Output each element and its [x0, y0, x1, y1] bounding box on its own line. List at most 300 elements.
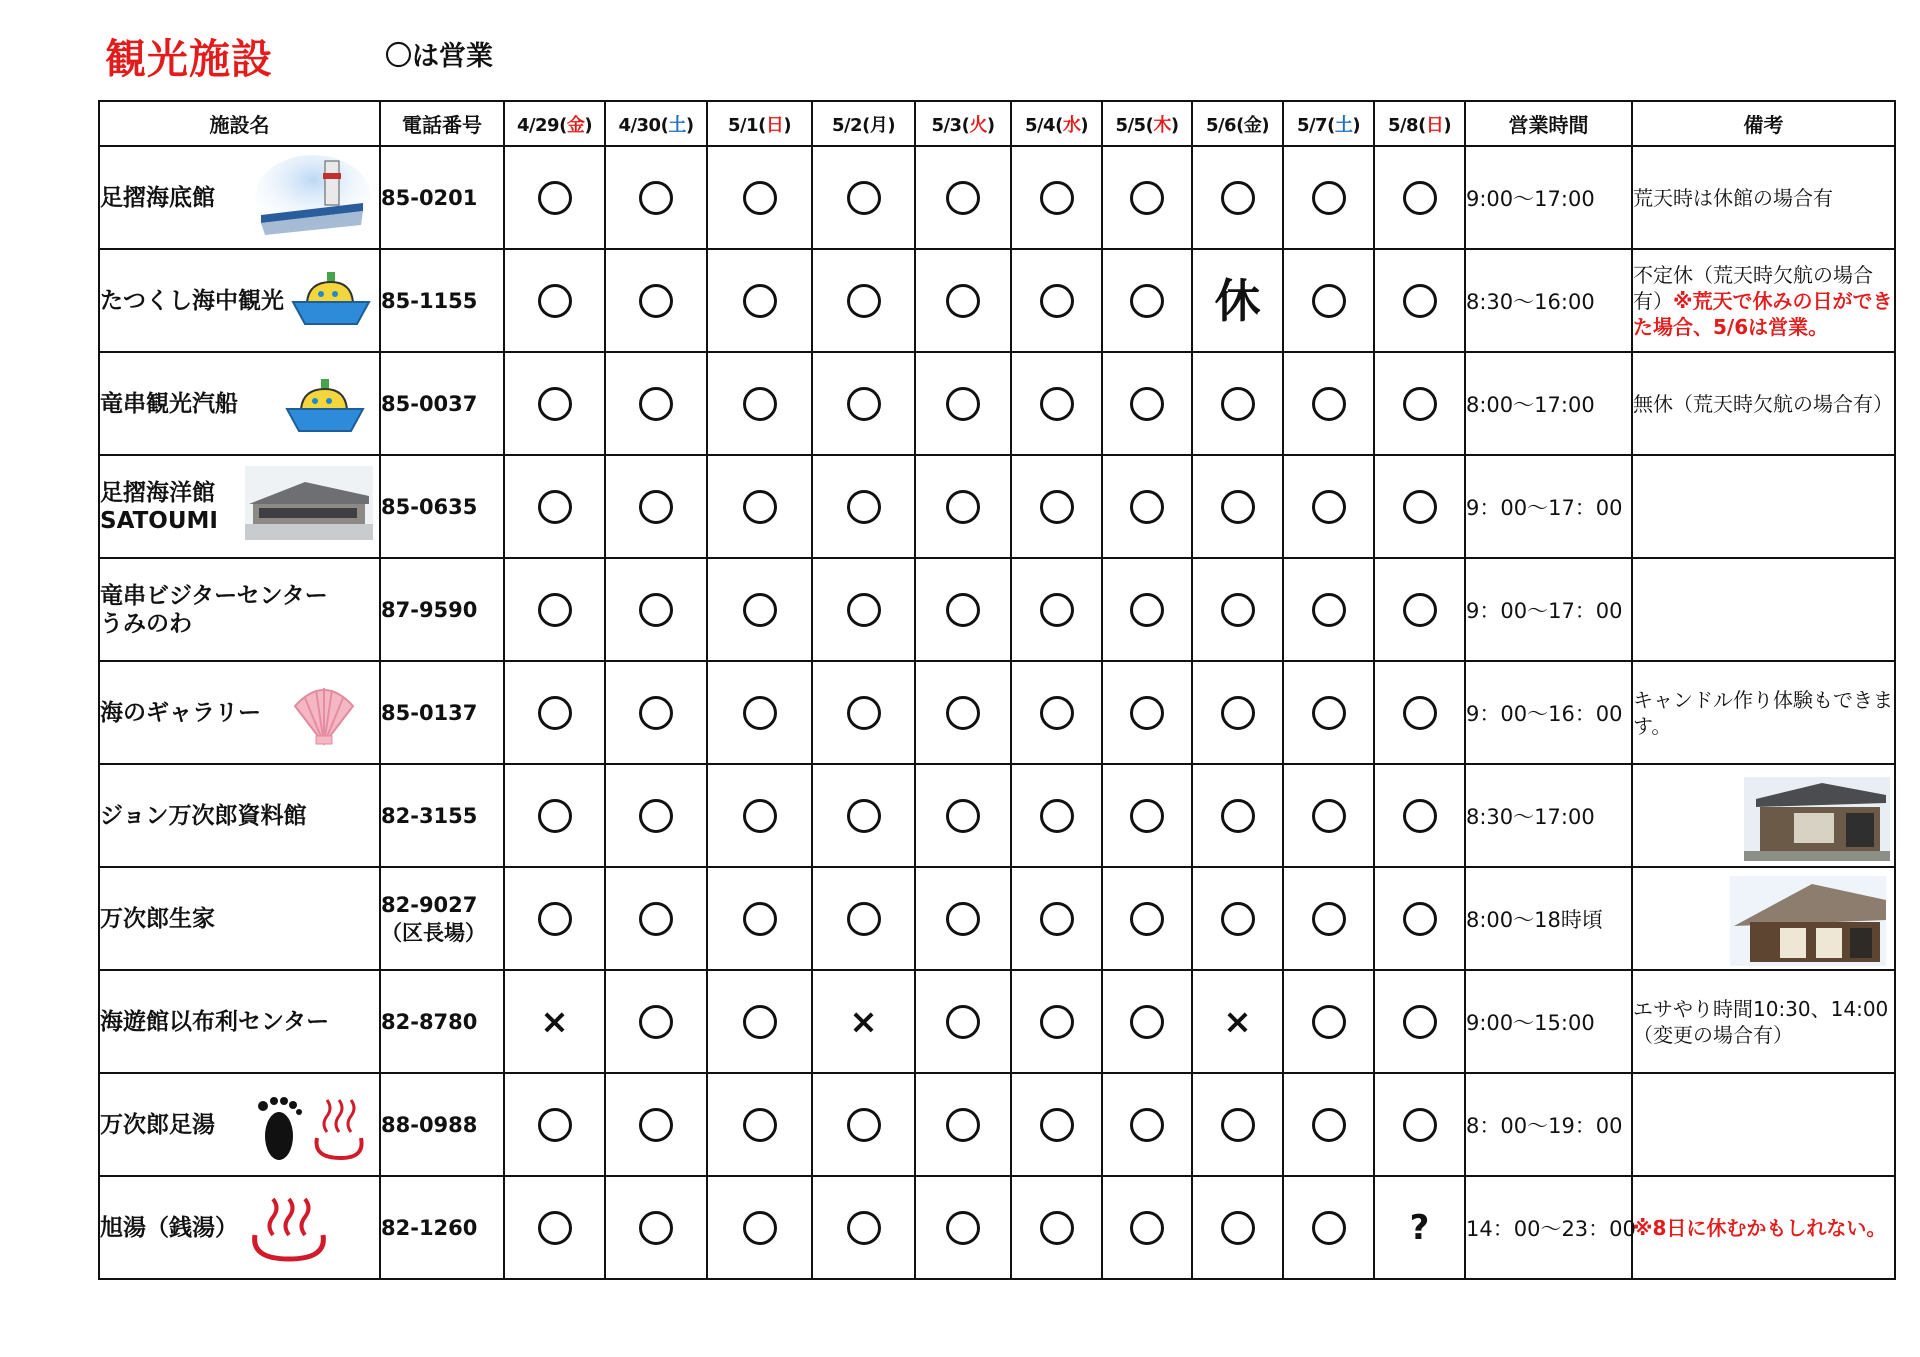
- open-mark: [1403, 284, 1437, 318]
- day-status-cell: [1283, 558, 1374, 661]
- table-row: [99, 867, 1895, 970]
- open-mark: [946, 1108, 980, 1142]
- header-date: 5/3(火): [915, 101, 1011, 146]
- day-status-cell: [707, 352, 812, 455]
- day-status-cell: [812, 352, 915, 455]
- open-mark: [847, 284, 881, 318]
- day-status-cell: [1192, 558, 1283, 661]
- status-mark: ×: [1223, 1001, 1252, 1042]
- header-date: 5/2(月): [812, 101, 915, 146]
- facility-cell: [99, 352, 380, 455]
- business-hours: 9：00～16：00: [1465, 661, 1632, 764]
- day-status-cell: [1374, 1073, 1465, 1176]
- day-status-cell: [605, 352, 707, 455]
- facility-name: 海のギャラリー: [100, 699, 261, 726]
- day-status-cell: [1192, 352, 1283, 455]
- day-status-cell: [1102, 1176, 1192, 1279]
- day-status-cell: [605, 146, 707, 249]
- business-hours: 9：00～17：00: [1465, 455, 1632, 558]
- open-mark: [1040, 1108, 1074, 1142]
- open-mark: [1040, 593, 1074, 627]
- day-status-cell: [1192, 661, 1283, 764]
- header-date: 5/6(金): [1192, 101, 1283, 146]
- open-mark: [1130, 1211, 1164, 1245]
- table-row: [99, 352, 1895, 455]
- header-date: 5/7(土): [1283, 101, 1374, 146]
- phone-number: 88-0988: [380, 1073, 504, 1176]
- day-status-cell: [605, 764, 707, 867]
- day-status-cell: [812, 455, 915, 558]
- open-mark: [946, 181, 980, 215]
- day-status-cell: [1011, 764, 1102, 867]
- table-row: [99, 455, 1895, 558]
- phone-number: 87-9590: [380, 558, 504, 661]
- table-row: [99, 558, 1895, 661]
- open-mark: [1040, 1005, 1074, 1039]
- day-status-cell: [1192, 1176, 1283, 1279]
- open-mark: [946, 490, 980, 524]
- open-mark: [1312, 593, 1346, 627]
- facility-name: 万次郎足湯: [100, 1111, 215, 1138]
- open-mark: [639, 1005, 673, 1039]
- business-hours: 9:00～15:00: [1465, 970, 1632, 1073]
- day-status-cell: [1283, 1073, 1374, 1176]
- open-mark: [1403, 490, 1437, 524]
- day-status-cell: [1374, 661, 1465, 764]
- open-mark: [1040, 1211, 1074, 1245]
- day-status-cell: [1283, 661, 1374, 764]
- open-mark: [946, 1211, 980, 1245]
- header-note: 備考: [1632, 101, 1895, 146]
- day-status-cell: [504, 455, 605, 558]
- open-mark: [1221, 593, 1255, 627]
- phone-number: 85-0137: [380, 661, 504, 764]
- header-name: 施設名: [99, 101, 380, 146]
- open-mark: [743, 1211, 777, 1245]
- open-mark: [743, 696, 777, 730]
- day-status-cell: [1102, 455, 1192, 558]
- business-hours: 9:00～17:00: [1465, 146, 1632, 249]
- header-row: [99, 101, 1895, 146]
- day-status-cell: [1192, 455, 1283, 558]
- facility-cell: [99, 558, 380, 661]
- facility-name: たつくし海中観光: [100, 287, 284, 314]
- note-warning: ※荒天で休みの日ができた場合、5/6は営業。: [1633, 288, 1893, 339]
- open-mark: [1130, 284, 1164, 318]
- table-row: [99, 146, 1895, 249]
- open-mark: [743, 490, 777, 524]
- table-row: [99, 661, 1895, 764]
- day-status-cell: [1011, 558, 1102, 661]
- header-date: 5/8(日): [1374, 101, 1465, 146]
- day-status-cell: [1374, 970, 1465, 1073]
- facility-cell: [99, 1176, 380, 1279]
- day-status-cell: [915, 455, 1011, 558]
- open-mark: [847, 1211, 881, 1245]
- note-cell: [1632, 867, 1895, 970]
- boat-icon: [285, 377, 365, 435]
- business-hours: 8:30～17:00: [1465, 764, 1632, 867]
- day-status-cell: [915, 249, 1011, 352]
- open-mark: [1221, 387, 1255, 421]
- facility-cell: [99, 970, 380, 1073]
- open-mark: [1312, 696, 1346, 730]
- facility-cell: [99, 1073, 380, 1176]
- day-status-cell: [1011, 352, 1102, 455]
- note-text: 荒天時は休館の場合有: [1633, 185, 1833, 210]
- phone-number: 85-0201: [380, 146, 504, 249]
- facility-name: 旭湯（銭湯）: [100, 1214, 238, 1241]
- note-text: キャンドル作り体験もできます。: [1633, 687, 1893, 738]
- day-status-cell: [605, 1073, 707, 1176]
- note-cell: [1632, 146, 1895, 249]
- facility-name: ジョン万次郎資料館: [100, 802, 307, 829]
- phone-number: 85-0037: [380, 352, 504, 455]
- day-status-cell: [1192, 970, 1283, 1073]
- day-status-cell: [1374, 455, 1465, 558]
- open-mark: [538, 1211, 572, 1245]
- open-mark: [639, 284, 673, 318]
- open-mark: [946, 387, 980, 421]
- day-status-cell: [915, 867, 1011, 970]
- note-text: エサやり時間10:30、14:00: [1633, 996, 1889, 1021]
- open-mark: [1130, 696, 1164, 730]
- day-status-cell: [707, 661, 812, 764]
- note-text: 不定休（荒天時欠航の場合有）: [1633, 262, 1873, 313]
- day-status-cell: [1102, 867, 1192, 970]
- day-status-cell: [1374, 764, 1465, 867]
- note-cell: [1632, 352, 1895, 455]
- open-mark: [847, 387, 881, 421]
- day-status-cell: [504, 1073, 605, 1176]
- business-hours: 8:00～17:00: [1465, 352, 1632, 455]
- open-mark: [639, 387, 673, 421]
- note-cell: [1632, 764, 1895, 867]
- day-status-cell: [504, 352, 605, 455]
- header-date: 4/29(金): [504, 101, 605, 146]
- facility-name: 万次郎生家: [100, 905, 215, 932]
- open-mark: [1130, 799, 1164, 833]
- day-status-cell: [605, 1176, 707, 1279]
- day-status-cell: [1011, 1073, 1102, 1176]
- facility-cell: [99, 867, 380, 970]
- day-status-cell: [1011, 146, 1102, 249]
- open-mark: [1040, 284, 1074, 318]
- open-mark: [1403, 799, 1437, 833]
- note-cell: [1632, 249, 1895, 352]
- day-status-cell: [1102, 1073, 1192, 1176]
- day-status-cell: [812, 558, 915, 661]
- day-status-cell: [812, 661, 915, 764]
- open-mark: [538, 1108, 572, 1142]
- day-status-cell: [707, 867, 812, 970]
- day-status-cell: [605, 249, 707, 352]
- open-mark: [1403, 387, 1437, 421]
- open-mark: [847, 799, 881, 833]
- open-mark: [538, 799, 572, 833]
- open-mark: [743, 593, 777, 627]
- table-row: [99, 1176, 1895, 1279]
- facility-name: 足摺海洋館 SATOUMI: [100, 479, 218, 534]
- facility-name: 竜串観光汽船: [100, 390, 238, 417]
- day-status-cell: [605, 558, 707, 661]
- day-status-cell: [707, 455, 812, 558]
- day-status-cell: [504, 661, 605, 764]
- facility-name: 海遊館以布利センター: [100, 1008, 330, 1035]
- note-cell: [1632, 455, 1895, 558]
- business-hours: 14：00～23：00: [1465, 1176, 1632, 1279]
- day-status-cell: [1102, 970, 1192, 1073]
- day-status-cell: [915, 970, 1011, 1073]
- phone-number: 82-8780: [380, 970, 504, 1073]
- facility-cell: [99, 455, 380, 558]
- open-mark: [1221, 799, 1255, 833]
- phone-number: 85-0635: [380, 455, 504, 558]
- birthplace-house-photo: [1720, 874, 1888, 968]
- scallop-shell-icon: [291, 684, 357, 746]
- open-mark: [946, 696, 980, 730]
- schedule-table: [98, 100, 1896, 1280]
- day-status-cell: [1011, 1176, 1102, 1279]
- header-phone: 電話番号: [380, 101, 504, 146]
- phone-number: 82-1260: [380, 1176, 504, 1279]
- day-status-cell: [812, 764, 915, 867]
- day-status-cell: [1011, 867, 1102, 970]
- day-status-cell: [812, 146, 915, 249]
- open-mark: [743, 902, 777, 936]
- open-mark: [1130, 181, 1164, 215]
- day-status-cell: [504, 970, 605, 1073]
- day-status-cell: [1283, 867, 1374, 970]
- open-mark: [1221, 490, 1255, 524]
- open-mark: [847, 902, 881, 936]
- status-mark: ?: [1409, 1207, 1430, 1248]
- open-mark: [1221, 696, 1255, 730]
- table-row: [99, 1073, 1895, 1176]
- day-status-cell: [707, 146, 812, 249]
- day-status-cell: [605, 867, 707, 970]
- day-status-cell: [707, 970, 812, 1073]
- aquarium-building-photo: [245, 466, 373, 540]
- day-status-cell: [504, 867, 605, 970]
- day-status-cell: [1011, 249, 1102, 352]
- open-mark: [538, 696, 572, 730]
- business-hours: 8：00～19：00: [1465, 1073, 1632, 1176]
- open-mark: [1040, 490, 1074, 524]
- open-mark: [1130, 1108, 1164, 1142]
- open-mark: [1403, 593, 1437, 627]
- facility-cell: [99, 764, 380, 867]
- day-status-cell: [1192, 146, 1283, 249]
- status-mark: ×: [849, 1001, 878, 1042]
- day-status-cell: [1374, 249, 1465, 352]
- open-mark: [743, 1005, 777, 1039]
- day-status-cell: [812, 1073, 915, 1176]
- open-mark: [1130, 490, 1164, 524]
- day-status-cell: [1374, 867, 1465, 970]
- open-mark: [946, 799, 980, 833]
- header-date: 5/1(日): [707, 101, 812, 146]
- day-status-cell: [1283, 249, 1374, 352]
- open-mark: [538, 902, 572, 936]
- phone-number: 82-9027 （区長場）: [380, 867, 504, 970]
- open-mark: [1312, 284, 1346, 318]
- day-status-cell: [1374, 558, 1465, 661]
- day-status-cell: [915, 764, 1011, 867]
- header-date: 5/5(木): [1102, 101, 1192, 146]
- open-mark: [538, 387, 572, 421]
- hot-spring-icon: [249, 1191, 329, 1263]
- day-status-cell: [812, 1176, 915, 1279]
- note-cell: [1632, 558, 1895, 661]
- day-status-cell: [915, 146, 1011, 249]
- open-mark: [743, 284, 777, 318]
- day-status-cell: [915, 558, 1011, 661]
- facility-name: 竜串ビジターセンター うみのわ: [100, 582, 328, 637]
- open-mark: [639, 696, 673, 730]
- note-text: 無休（荒天時欠航の場合有）: [1633, 391, 1893, 416]
- day-status-cell: [1011, 661, 1102, 764]
- open-mark: [1312, 902, 1346, 936]
- open-mark: [847, 593, 881, 627]
- open-mark: [1403, 1108, 1437, 1142]
- open-mark: [847, 696, 881, 730]
- day-status-cell: [1011, 455, 1102, 558]
- open-mark: [639, 1211, 673, 1245]
- phone-number: 82-3155: [380, 764, 504, 867]
- day-status-cell: [707, 764, 812, 867]
- open-mark: [743, 181, 777, 215]
- open-mark: [1403, 1005, 1437, 1039]
- note-warning: ※8日に休むかもしれない。: [1633, 1215, 1887, 1240]
- day-status-cell: [1102, 558, 1192, 661]
- note-text: （変更の場合有）: [1633, 1022, 1793, 1047]
- open-mark: [1312, 1005, 1346, 1039]
- day-status-cell: [504, 558, 605, 661]
- note-cell: [1632, 970, 1895, 1073]
- open-mark: [743, 387, 777, 421]
- facility-cell: [99, 661, 380, 764]
- business-hours: 8:30～16:00: [1465, 249, 1632, 352]
- open-mark: [1312, 1211, 1346, 1245]
- day-status-cell: [1283, 970, 1374, 1073]
- open-mark: [1312, 1108, 1346, 1142]
- day-status-cell: [915, 352, 1011, 455]
- day-status-cell: [1011, 970, 1102, 1073]
- status-mark: ×: [540, 1001, 569, 1042]
- day-status-cell: [707, 249, 812, 352]
- phone-number: 85-1155: [380, 249, 504, 352]
- note-cell: [1632, 1176, 1895, 1279]
- day-status-cell: [1283, 1176, 1374, 1279]
- footbath-icon: [249, 1094, 367, 1164]
- open-mark: [847, 490, 881, 524]
- open-mark: [639, 902, 673, 936]
- open-mark: [1221, 181, 1255, 215]
- day-status-cell: [812, 867, 915, 970]
- open-mark: [1312, 387, 1346, 421]
- day-status-cell: [707, 1073, 812, 1176]
- open-mark: [1130, 593, 1164, 627]
- open-mark: [1040, 902, 1074, 936]
- open-mark: [538, 181, 572, 215]
- open-mark: [946, 593, 980, 627]
- day-status-cell: [707, 1176, 812, 1279]
- business-hours: 8:00～18時頃: [1465, 867, 1632, 970]
- open-mark: [1130, 1005, 1164, 1039]
- open-mark: [946, 902, 980, 936]
- open-mark: [946, 284, 980, 318]
- day-status-cell: [1102, 661, 1192, 764]
- open-mark: [639, 490, 673, 524]
- open-mark: [1130, 902, 1164, 936]
- day-status-cell: [605, 455, 707, 558]
- open-mark: [639, 181, 673, 215]
- day-status-cell: [915, 661, 1011, 764]
- day-status-cell: [1192, 764, 1283, 867]
- closed-mark: 休: [1214, 273, 1261, 328]
- day-status-cell: [1102, 352, 1192, 455]
- open-mark: [1403, 696, 1437, 730]
- day-status-cell: [504, 1176, 605, 1279]
- day-status-cell: [1283, 764, 1374, 867]
- legend: 〇は営業: [385, 41, 493, 72]
- open-mark: [1221, 1108, 1255, 1142]
- open-mark: [1312, 799, 1346, 833]
- open-mark: [946, 1005, 980, 1039]
- open-mark: [1040, 181, 1074, 215]
- facility-name: 足摺海底館: [100, 184, 215, 211]
- day-status-cell: [707, 558, 812, 661]
- header-date: 5/4(水): [1011, 101, 1102, 146]
- day-status-cell: [605, 661, 707, 764]
- day-status-cell: [504, 764, 605, 867]
- open-mark: [1403, 181, 1437, 215]
- open-mark: [847, 181, 881, 215]
- open-mark: [538, 284, 572, 318]
- open-mark: [639, 593, 673, 627]
- note-cell: [1632, 1073, 1895, 1176]
- undersea-observatory-photo: [253, 153, 371, 241]
- day-status-cell: [605, 970, 707, 1073]
- day-status-cell: [1374, 352, 1465, 455]
- day-status-cell: [504, 146, 605, 249]
- open-mark: [1130, 387, 1164, 421]
- day-status-cell: [504, 249, 605, 352]
- facility-cell: [99, 249, 380, 352]
- table-row: [99, 970, 1895, 1073]
- open-mark: [1040, 799, 1074, 833]
- day-status-cell: [1283, 352, 1374, 455]
- open-mark: [1221, 902, 1255, 936]
- header-date: 4/30(土): [605, 101, 707, 146]
- open-mark: [1403, 902, 1437, 936]
- table-row: [99, 249, 1895, 352]
- day-status-cell: [1192, 867, 1283, 970]
- day-status-cell: [1283, 146, 1374, 249]
- open-mark: [1040, 387, 1074, 421]
- open-mark: [743, 799, 777, 833]
- day-status-cell: [1192, 249, 1283, 352]
- open-mark: [847, 1108, 881, 1142]
- day-status-cell: [1374, 146, 1465, 249]
- day-status-cell: [812, 249, 915, 352]
- open-mark: [743, 1108, 777, 1142]
- day-status-cell: [1102, 764, 1192, 867]
- business-hours: 9：00～17：00: [1465, 558, 1632, 661]
- day-status-cell: [1374, 1176, 1465, 1279]
- table-row: [99, 764, 1895, 867]
